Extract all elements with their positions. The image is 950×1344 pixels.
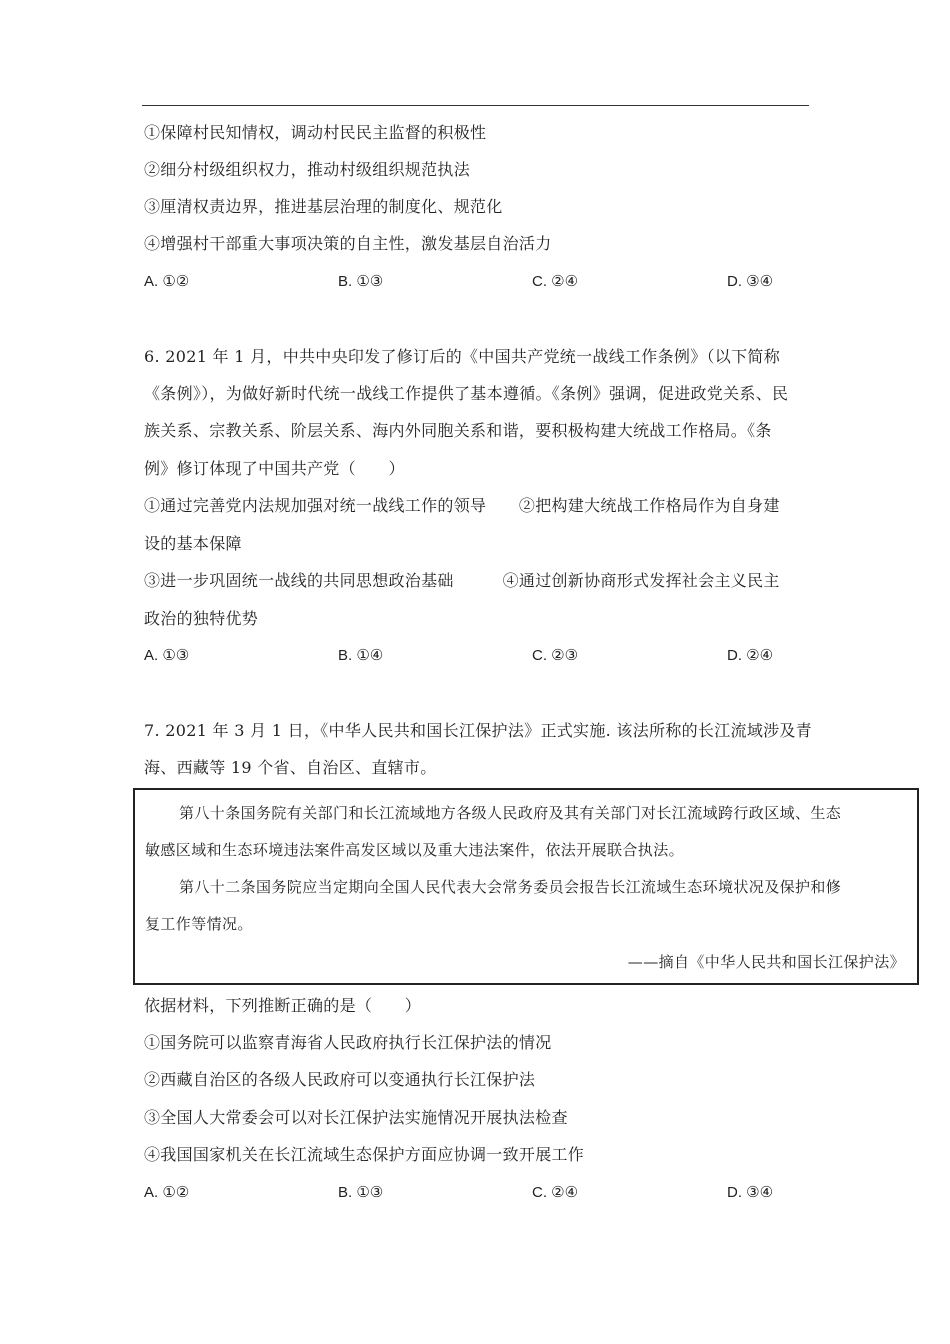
q5-option-c: C. ②④ — [532, 273, 579, 290]
q7-item-2: ②西藏自治区的各级人民政府可以变通执行长江保护法 — [144, 1070, 536, 1089]
q6-option-b: B. ①④ — [338, 647, 384, 664]
q7-question: 依据材料，下列推断正确的是（ ） — [144, 996, 422, 1015]
law-excerpt-line-1: 第八十条国务院有关部门和长江流域地方各级人民政府及其有关部门对长江流域跨行政区域、生态 — [179, 804, 842, 822]
law-excerpt-box — [133, 788, 919, 985]
q5-item-3: ③厘清权责边界，推进基层治理的制度化、规范化 — [144, 197, 503, 216]
q7-option-d: D. ③④ — [727, 1184, 774, 1201]
q6-item-line-2: 设的基本保障 — [144, 534, 242, 553]
law-excerpt-line-2: 敏感区域和生态环境违法案件高发区域以及重大违法案件，依法开展联合执法。 — [145, 841, 685, 859]
q6-item-line-4: 政治的独特优势 — [144, 609, 259, 628]
q5-item-4: ④增强村干部重大事项决策的自主性，激发基层自治活力 — [144, 234, 552, 253]
q7-stem-line-1: 7. 2021 年 3 月 1 日，《中华人民共和国长江保护法》正式实施. 该法所称的长江流域涉及青 — [144, 721, 813, 740]
header-rule — [142, 105, 809, 106]
q7-stem-line-2: 海、西藏等 19 个省、自治区、直辖市。 — [144, 758, 437, 777]
q5-option-b: B. ①③ — [338, 273, 384, 290]
q5-option-a: A. ①② — [144, 273, 190, 290]
q7-option-c: C. ②④ — [532, 1184, 579, 1201]
q6-option-c: C. ②③ — [532, 647, 579, 664]
law-excerpt-source: ——摘自《中华人民共和国长江保护法》 — [627, 953, 905, 971]
law-excerpt-line-4: 复工作等情况。 — [145, 915, 253, 933]
q6-item-line-3: ③进一步巩固统一战线的共同思想政治基础 ④通过创新协商形式发挥社会主义民主 — [144, 571, 780, 590]
q6-stem-line-3: 族关系、宗教关系、阶层关系、海内外同胞关系和谐，要积极构建大统战工作格局。《条 — [144, 421, 772, 440]
law-excerpt-line-3: 第八十二条国务院应当定期向全国人民代表大会常务委员会报告长江流域生态环境状况及保护和修 — [179, 878, 842, 896]
q7-option-a: A. ①② — [144, 1184, 190, 1201]
q6-stem-line-4: 例》修订体现了中国共产党（ ） — [144, 459, 405, 478]
q6-stem-line-2: 《条例》），为做好新时代统一战线工作提供了基本遵循。《条例》强调，促进政党关系、民 — [144, 384, 789, 403]
q5-item-2: ②细分村级组织权力，推动村级组织规范执法 — [144, 160, 471, 179]
q6-item-line-1: ①通过完善党内法规加强对统一战线工作的领导 ②把构建大统战工作格局作为自身建 — [144, 496, 780, 515]
q6-option-d: D. ②④ — [727, 647, 774, 664]
q5-item-1: ①保障村民知情权，调动村民民主监督的积极性 — [144, 123, 487, 142]
q6-option-a: A. ①③ — [144, 647, 190, 664]
q6-stem-line-1: 6. 2021 年 1 月，中共中央印发了修订后的《中国共产党统一战线工作条例》（以下简称 — [144, 347, 781, 366]
q7-option-b: B. ①③ — [338, 1184, 384, 1201]
q7-item-1: ①国务院可以监察青海省人民政府执行长江保护法的情况 — [144, 1033, 552, 1052]
q7-item-3: ③全国人大常委会可以对长江保护法实施情况开展执法检查 — [144, 1108, 568, 1127]
q7-item-4: ④我国国家机关在长江流域生态保护方面应协调一致开展工作 — [144, 1145, 585, 1164]
q5-option-d: D. ③④ — [727, 273, 774, 290]
